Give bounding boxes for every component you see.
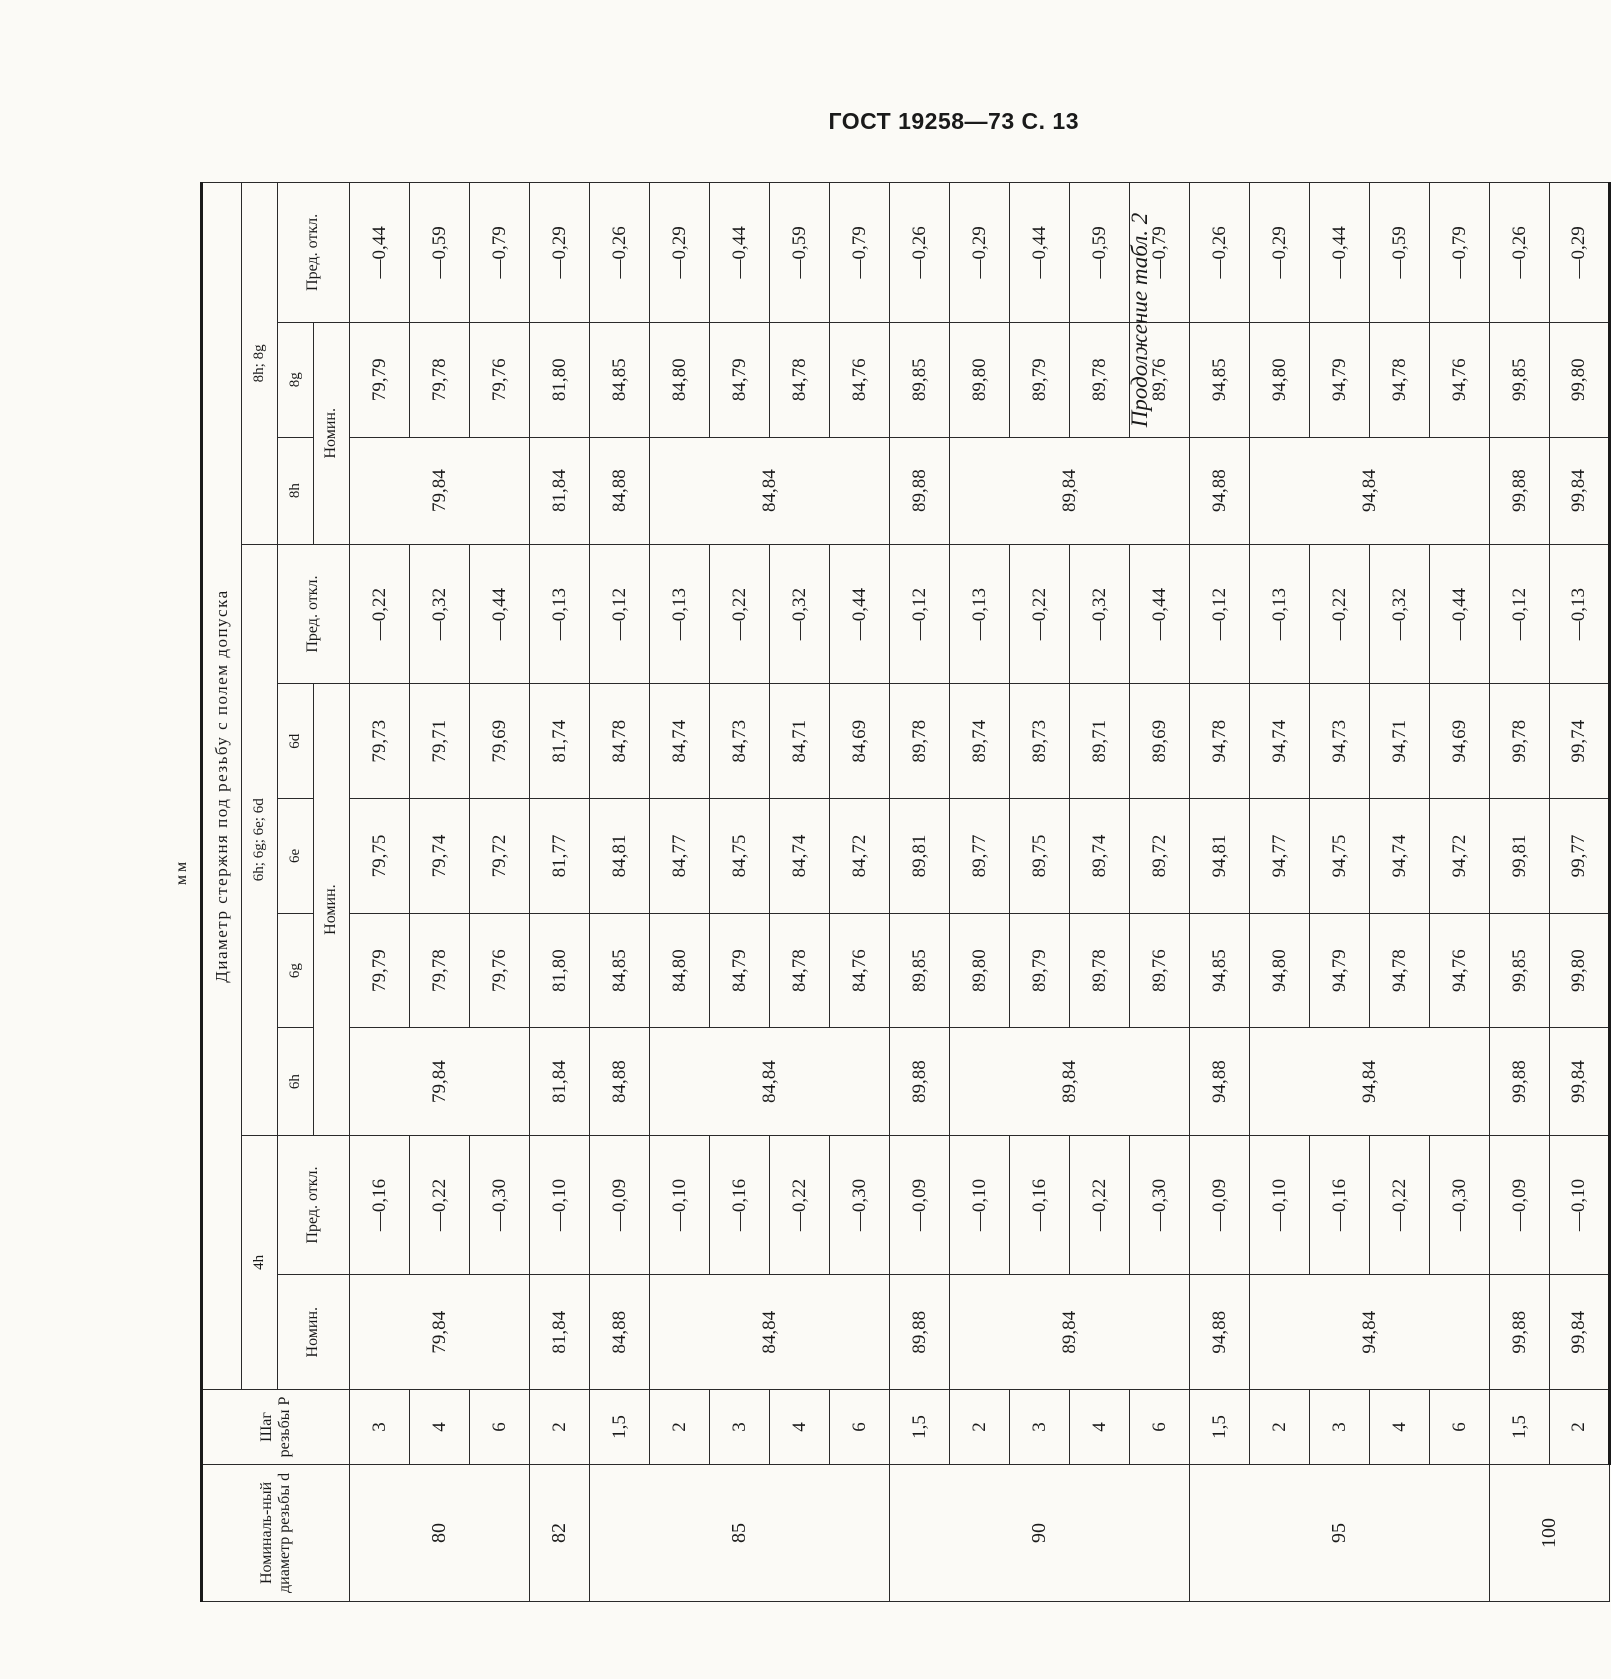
nominal-6h-cell: 79,84 <box>350 1028 530 1135</box>
deviation-8-cell: —0,59 <box>1070 183 1130 323</box>
table-row <box>1130 183 1190 1602</box>
nominal-6e-cell: 84,74 <box>770 799 830 914</box>
nominal-6h-cell: 94,88 <box>1190 1028 1250 1135</box>
nominal-8g-cell: 89,80 <box>950 322 1010 437</box>
deviation-6-cell: —0,13 <box>950 544 1010 684</box>
pitch-cell: 4 <box>410 1390 470 1465</box>
nominal-6h-cell: 84,88 <box>590 1028 650 1135</box>
nominal-8h-cell: 81,84 <box>530 437 590 544</box>
header-nomin-8: Номин. <box>314 322 350 544</box>
nominal-6d-cell: 94,78 <box>1190 684 1250 799</box>
nominal-6d-cell: 84,69 <box>830 684 890 799</box>
header-nominal-diameter: Номиналь-ный диаметр резьбы d <box>202 1464 350 1601</box>
nominal-8g-cell: 94,80 <box>1250 322 1310 437</box>
deviation-8-cell: —0,29 <box>1250 183 1310 323</box>
pitch-cell: 4 <box>1070 1390 1130 1465</box>
nominal-6d-cell: 94,73 <box>1310 684 1370 799</box>
nominal-6e-cell: 84,75 <box>710 799 770 914</box>
nominal-8g-cell: 79,78 <box>410 322 470 437</box>
deviation-4h-cell: —0,22 <box>1070 1135 1130 1275</box>
table-row <box>470 183 530 1602</box>
header-pred-6: Пред. откл. <box>278 544 350 684</box>
pitch-cell: 2 <box>530 1390 590 1465</box>
deviation-6-cell: —0,22 <box>710 544 770 684</box>
nominal-6d-cell: 81,74 <box>530 684 590 799</box>
nominal-6e-cell: 84,77 <box>650 799 710 914</box>
nominal-diameter-cell: 85 <box>590 1464 890 1601</box>
header-6g: 6g <box>278 913 314 1028</box>
nominal-6g-cell: 84,79 <box>710 913 770 1028</box>
nominal-8g-cell: 94,85 <box>1190 322 1250 437</box>
pitch-cell: 3 <box>710 1390 770 1465</box>
nominal-6g-cell: 94,76 <box>1430 913 1490 1028</box>
deviation-4h-cell: —0,22 <box>1370 1135 1430 1275</box>
nominal-6d-cell: 84,78 <box>590 684 650 799</box>
nominal-6g-cell: 94,85 <box>1190 913 1250 1028</box>
nominal-6e-cell: 89,74 <box>1070 799 1130 914</box>
nominal-4h-cell: 94,88 <box>1190 1275 1250 1390</box>
nominal-8g-cell: 89,76 <box>1130 322 1190 437</box>
table-row <box>1250 183 1310 1602</box>
nominal-8h-cell: 84,88 <box>590 437 650 544</box>
header-group-6: 6h; 6g; 6e; 6d <box>242 544 278 1135</box>
nominal-6h-cell: 99,88 <box>1490 1028 1550 1135</box>
nominal-6g-cell: 99,85 <box>1490 913 1550 1028</box>
table-row <box>1550 183 1610 1602</box>
deviation-8-cell: —0,79 <box>470 183 530 323</box>
nominal-6g-cell: 84,76 <box>830 913 890 1028</box>
pitch-cell: 6 <box>1430 1390 1490 1465</box>
nominal-6g-cell: 94,80 <box>1250 913 1310 1028</box>
nominal-6e-cell: 99,81 <box>1490 799 1550 914</box>
pitch-cell: 2 <box>1550 1390 1610 1465</box>
deviation-6-cell: —0,13 <box>1250 544 1310 684</box>
nominal-6d-cell: 89,74 <box>950 684 1010 799</box>
deviation-4h-cell: —0,30 <box>1430 1135 1490 1275</box>
nominal-6d-cell: 99,74 <box>1550 684 1610 799</box>
nominal-6e-cell: 89,77 <box>950 799 1010 914</box>
deviation-8-cell: —0,59 <box>410 183 470 323</box>
nominal-8g-cell: 99,80 <box>1550 322 1610 437</box>
nominal-6g-cell: 79,76 <box>470 913 530 1028</box>
deviation-8-cell: —0,29 <box>530 183 590 323</box>
pitch-cell: 3 <box>350 1390 410 1465</box>
header-nomin-4h: Номин. <box>278 1275 350 1390</box>
pitch-cell: 3 <box>1010 1390 1070 1465</box>
nominal-6d-cell: 89,69 <box>1130 684 1190 799</box>
table-row <box>590 183 650 1602</box>
nominal-8h-cell: 89,84 <box>950 437 1190 544</box>
deviation-4h-cell: —0,10 <box>950 1135 1010 1275</box>
nominal-8g-cell: 81,80 <box>530 322 590 437</box>
table-row <box>1370 183 1430 1602</box>
pitch-cell: 2 <box>950 1390 1010 1465</box>
nominal-8g-cell: 84,80 <box>650 322 710 437</box>
table-row <box>770 183 830 1602</box>
table-row <box>710 183 770 1602</box>
pitch-cell: 2 <box>1250 1390 1310 1465</box>
deviation-4h-cell: —0,10 <box>1250 1135 1310 1275</box>
nominal-diameter-cell: 95 <box>1190 1464 1490 1601</box>
nominal-4h-cell: 94,84 <box>1250 1275 1490 1390</box>
deviation-8-cell: —0,26 <box>1490 183 1550 323</box>
deviation-4h-cell: —0,16 <box>350 1135 410 1275</box>
nominal-6g-cell: 84,80 <box>650 913 710 1028</box>
deviation-6-cell: —0,12 <box>1490 544 1550 684</box>
nominal-6d-cell: 94,69 <box>1430 684 1490 799</box>
deviation-4h-cell: —0,22 <box>410 1135 470 1275</box>
nominal-6e-cell: 94,75 <box>1310 799 1370 914</box>
nominal-6e-cell: 89,81 <box>890 799 950 914</box>
nominal-8g-cell: 84,78 <box>770 322 830 437</box>
nominal-6g-cell: 89,79 <box>1010 913 1070 1028</box>
nominal-6e-cell: 81,77 <box>530 799 590 914</box>
nominal-8g-cell: 94,79 <box>1310 322 1370 437</box>
nominal-4h-cell: 79,84 <box>350 1275 530 1390</box>
nominal-8h-cell: 89,88 <box>890 437 950 544</box>
nominal-8h-cell: 99,84 <box>1550 437 1610 544</box>
nominal-6g-cell: 94,79 <box>1310 913 1370 1028</box>
nominal-6h-cell: 99,84 <box>1550 1028 1610 1135</box>
header-rod-diameter: Диаметр стержня под резьбу с полем допуска <box>202 183 242 1390</box>
header-6d: 6d <box>278 684 314 799</box>
nominal-6h-cell: 81,84 <box>530 1028 590 1135</box>
header-nomin-6: Номин. <box>314 684 350 1135</box>
table-row <box>650 183 710 1602</box>
table-row <box>410 183 470 1602</box>
nominal-8h-cell: 84,84 <box>650 437 890 544</box>
nominal-8g-cell: 94,76 <box>1430 322 1490 437</box>
deviation-8-cell: —0,29 <box>950 183 1010 323</box>
table-row <box>1430 183 1490 1602</box>
nominal-6g-cell: 84,85 <box>590 913 650 1028</box>
nominal-6e-cell: 79,72 <box>470 799 530 914</box>
deviation-8-cell: —0,59 <box>1370 183 1430 323</box>
nominal-6g-cell: 89,85 <box>890 913 950 1028</box>
deviation-8-cell: —0,29 <box>650 183 710 323</box>
nominal-6d-cell: 94,71 <box>1370 684 1430 799</box>
deviation-6-cell: —0,12 <box>590 544 650 684</box>
deviation-8-cell: —0,79 <box>1130 183 1190 323</box>
nominal-8g-cell: 84,85 <box>590 322 650 437</box>
header-pred-8: Пред. откл. <box>278 183 350 323</box>
units-label: мм <box>173 858 190 886</box>
nominal-6e-cell: 84,72 <box>830 799 890 914</box>
deviation-4h-cell: —0,10 <box>650 1135 710 1275</box>
deviation-6-cell: —0,13 <box>650 544 710 684</box>
nominal-6h-cell: 84,84 <box>650 1028 890 1135</box>
header-6h: 6h <box>278 1028 314 1135</box>
nominal-6h-cell: 94,84 <box>1250 1028 1490 1135</box>
nominal-diameter-cell: 90 <box>890 1464 1190 1601</box>
table-row <box>350 183 410 1602</box>
table-row <box>1190 183 1250 1602</box>
nominal-6d-cell: 84,71 <box>770 684 830 799</box>
nominal-diameter-cell: 80 <box>350 1464 530 1601</box>
pitch-cell: 6 <box>1130 1390 1190 1465</box>
deviation-8-cell: —0,79 <box>830 183 890 323</box>
table-row <box>1070 183 1130 1602</box>
nominal-6g-cell: 89,76 <box>1130 913 1190 1028</box>
nominal-6d-cell: 89,73 <box>1010 684 1070 799</box>
nominal-6g-cell: 89,78 <box>1070 913 1130 1028</box>
deviation-8-cell: —0,44 <box>710 183 770 323</box>
page-header: ГОСТ 19258—73 С. 13 <box>828 108 1079 134</box>
nominal-6g-cell: 79,79 <box>350 913 410 1028</box>
deviation-4h-cell: —0,10 <box>530 1135 590 1275</box>
table-row <box>950 183 1010 1602</box>
header-8h: 8h <box>278 437 314 544</box>
deviation-4h-cell: —0,22 <box>770 1135 830 1275</box>
nominal-6d-cell: 99,78 <box>1490 684 1550 799</box>
deviation-6-cell: —0,32 <box>410 544 470 684</box>
pitch-cell: 4 <box>770 1390 830 1465</box>
header-8g: 8g <box>278 322 314 437</box>
deviation-8-cell: —0,79 <box>1430 183 1490 323</box>
nominal-4h-cell: 99,88 <box>1490 1275 1550 1390</box>
deviation-6-cell: —0,44 <box>1130 544 1190 684</box>
nominal-8g-cell: 84,79 <box>710 322 770 437</box>
deviation-8-cell: —0,44 <box>350 183 410 323</box>
nominal-diameter-cell: 100 <box>1490 1464 1610 1601</box>
deviation-8-cell: —0,59 <box>770 183 830 323</box>
nominal-diameter-cell: 82 <box>530 1464 590 1601</box>
nominal-6d-cell: 79,71 <box>410 684 470 799</box>
nominal-6d-cell: 84,74 <box>650 684 710 799</box>
nominal-8h-cell: 94,84 <box>1250 437 1490 544</box>
nominal-8g-cell: 79,79 <box>350 322 410 437</box>
deviation-4h-cell: —0,10 <box>1550 1135 1610 1275</box>
pitch-cell: 2 <box>650 1390 710 1465</box>
nominal-6d-cell: 84,73 <box>710 684 770 799</box>
nominal-4h-cell: 99,84 <box>1550 1275 1610 1390</box>
pitch-cell: 1,5 <box>1490 1390 1550 1465</box>
nominal-6h-cell: 89,84 <box>950 1028 1190 1135</box>
nominal-6g-cell: 99,80 <box>1550 913 1610 1028</box>
nominal-4h-cell: 89,88 <box>890 1275 950 1390</box>
nominal-6e-cell: 84,81 <box>590 799 650 914</box>
nominal-8g-cell: 89,79 <box>1010 322 1070 437</box>
nominal-6d-cell: 89,78 <box>890 684 950 799</box>
nominal-8h-cell: 99,88 <box>1490 437 1550 544</box>
deviation-8-cell: —0,26 <box>1190 183 1250 323</box>
nominal-6e-cell: 89,75 <box>1010 799 1070 914</box>
deviation-4h-cell: —0,09 <box>590 1135 650 1275</box>
header-group-4h: 4h <box>242 1135 278 1389</box>
nominal-8g-cell: 99,85 <box>1490 322 1550 437</box>
deviation-6-cell: —0,12 <box>1190 544 1250 684</box>
deviation-6-cell: —0,22 <box>350 544 410 684</box>
pitch-cell: 1,5 <box>590 1390 650 1465</box>
pitch-cell: 1,5 <box>1190 1390 1250 1465</box>
deviation-6-cell: —0,44 <box>830 544 890 684</box>
header-group-8: 8h; 8g <box>242 183 278 545</box>
deviation-6-cell: —0,22 <box>1310 544 1370 684</box>
deviation-4h-cell: —0,30 <box>1130 1135 1190 1275</box>
deviation-4h-cell: —0,16 <box>710 1135 770 1275</box>
nominal-6e-cell: 94,74 <box>1370 799 1430 914</box>
deviation-4h-cell: —0,30 <box>470 1135 530 1275</box>
deviation-4h-cell: —0,09 <box>1490 1135 1550 1275</box>
thread-diameter-table <box>200 182 1611 1602</box>
nominal-6e-cell: 99,77 <box>1550 799 1610 914</box>
nominal-6d-cell: 94,74 <box>1250 684 1310 799</box>
deviation-8-cell: —0,29 <box>1550 183 1610 323</box>
deviation-6-cell: —0,13 <box>530 544 590 684</box>
nominal-6g-cell: 94,78 <box>1370 913 1430 1028</box>
header-thread-pitch: Шаг резьбы P <box>202 1390 350 1465</box>
nominal-6h-cell: 89,88 <box>890 1028 950 1135</box>
deviation-4h-cell: —0,16 <box>1310 1135 1370 1275</box>
pitch-cell: 1,5 <box>890 1390 950 1465</box>
deviation-6-cell: —0,13 <box>1550 544 1610 684</box>
nominal-4h-cell: 89,84 <box>950 1275 1190 1390</box>
nominal-8h-cell: 94,88 <box>1190 437 1250 544</box>
deviation-8-cell: —0,44 <box>1010 183 1070 323</box>
header-6e: 6e <box>278 799 314 914</box>
deviation-4h-cell: —0,09 <box>1190 1135 1250 1275</box>
deviation-8-cell: —0,26 <box>890 183 950 323</box>
nominal-6e-cell: 79,74 <box>410 799 470 914</box>
header-pred-4h: Пред. откл. <box>278 1135 350 1275</box>
nominal-4h-cell: 84,88 <box>590 1275 650 1390</box>
deviation-6-cell: —0,22 <box>1010 544 1070 684</box>
deviation-6-cell: —0,12 <box>890 544 950 684</box>
nominal-6d-cell: 79,73 <box>350 684 410 799</box>
deviation-6-cell: —0,44 <box>470 544 530 684</box>
nominal-8h-cell: 79,84 <box>350 437 530 544</box>
nominal-4h-cell: 81,84 <box>530 1275 590 1390</box>
deviation-6-cell: —0,32 <box>1070 544 1130 684</box>
nominal-6e-cell: 79,75 <box>350 799 410 914</box>
deviation-8-cell: —0,26 <box>590 183 650 323</box>
table-row <box>830 183 890 1602</box>
table-row <box>1010 183 1070 1602</box>
table-row <box>1490 183 1550 1602</box>
deviation-8-cell: —0,44 <box>1310 183 1370 323</box>
pitch-cell: 4 <box>1370 1390 1430 1465</box>
table-body <box>202 183 1610 1602</box>
pitch-cell: 3 <box>1310 1390 1370 1465</box>
deviation-4h-cell: —0,30 <box>830 1135 890 1275</box>
nominal-6e-cell: 94,77 <box>1250 799 1310 914</box>
table-row <box>890 183 950 1602</box>
nominal-6e-cell: 94,81 <box>1190 799 1250 914</box>
deviation-6-cell: —0,32 <box>770 544 830 684</box>
nominal-6g-cell: 81,80 <box>530 913 590 1028</box>
nominal-6g-cell: 79,78 <box>410 913 470 1028</box>
deviation-6-cell: —0,32 <box>1370 544 1430 684</box>
nominal-6g-cell: 84,78 <box>770 913 830 1028</box>
nominal-4h-cell: 84,84 <box>650 1275 890 1390</box>
deviation-4h-cell: —0,09 <box>890 1135 950 1275</box>
nominal-6g-cell: 89,80 <box>950 913 1010 1028</box>
pitch-cell: 6 <box>470 1390 530 1465</box>
nominal-8g-cell: 84,76 <box>830 322 890 437</box>
nominal-6d-cell: 79,69 <box>470 684 530 799</box>
nominal-8g-cell: 89,78 <box>1070 322 1130 437</box>
nominal-6d-cell: 89,71 <box>1070 684 1130 799</box>
table-row <box>1310 183 1370 1602</box>
deviation-6-cell: —0,44 <box>1430 544 1490 684</box>
deviation-4h-cell: —0,16 <box>1010 1135 1070 1275</box>
nominal-8g-cell: 94,78 <box>1370 322 1430 437</box>
pitch-cell: 6 <box>830 1390 890 1465</box>
nominal-8g-cell: 79,76 <box>470 322 530 437</box>
nominal-8g-cell: 89,85 <box>890 322 950 437</box>
table-row <box>530 183 590 1602</box>
nominal-6e-cell: 89,72 <box>1130 799 1190 914</box>
table-continuation-caption: Продолжение табл. 2 <box>1127 212 1152 428</box>
nominal-6e-cell: 94,72 <box>1430 799 1490 914</box>
